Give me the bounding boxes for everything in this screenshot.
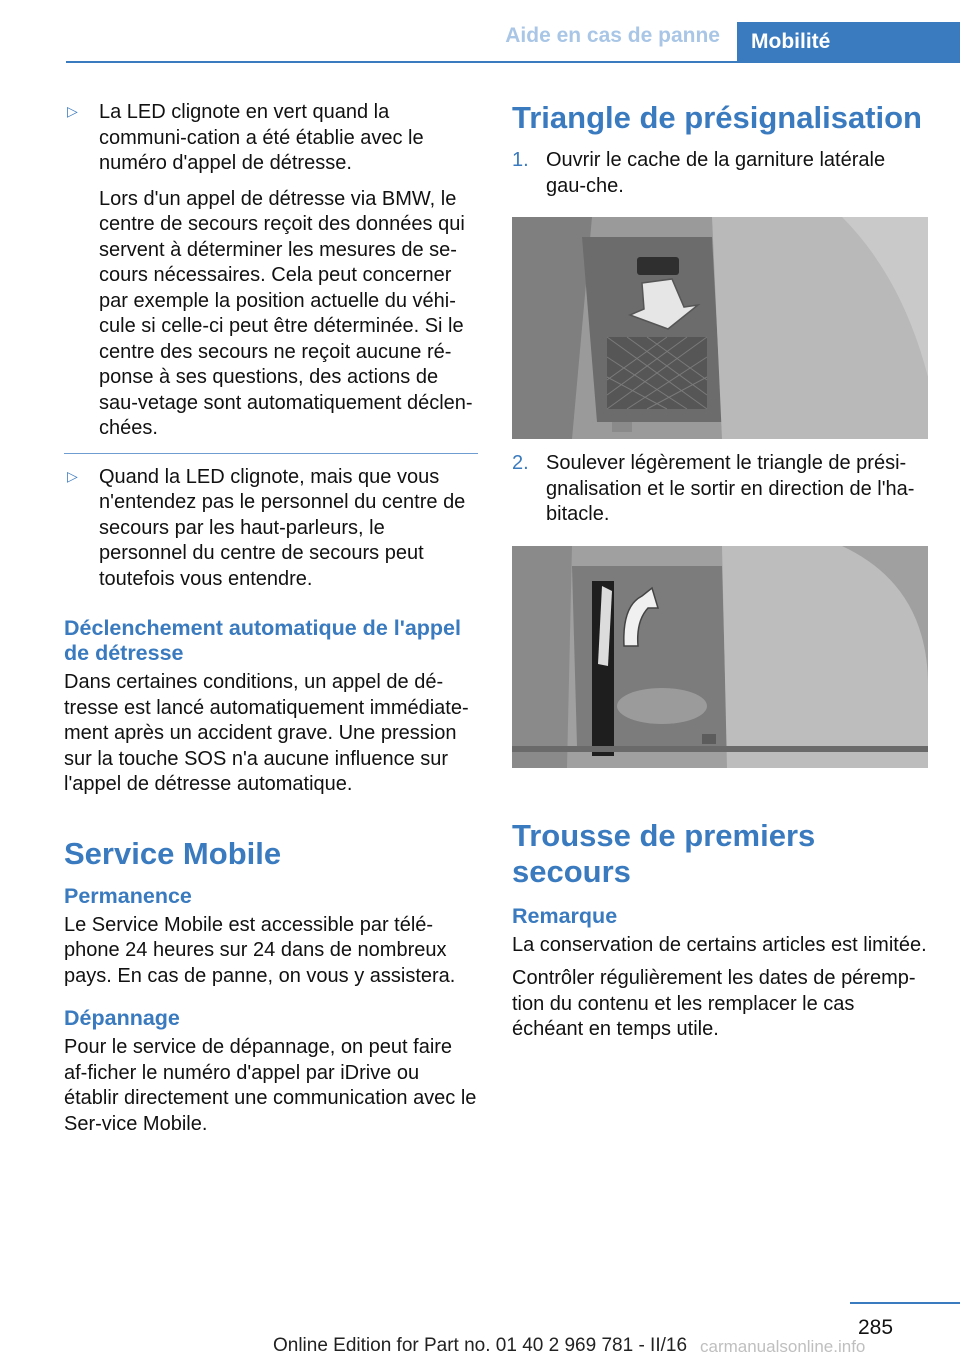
permanence-heading: Permanence bbox=[64, 883, 192, 908]
step-number: 1. bbox=[512, 149, 529, 171]
footer-rule bbox=[850, 1302, 960, 1304]
page-number: 285 bbox=[858, 1316, 894, 1339]
right-column bbox=[512, 100, 928, 1043]
first-aid-title: Trousse de premiers secours bbox=[512, 817, 816, 889]
bullet-text: Quand la LED clignote, mais que vous n'entendez pas le personnel du centre de secours par les haut-parleurs, le personnel du centre de secours peut toutefois vous entendre. bbox=[99, 465, 466, 590]
permanence-text: Le Service Mobile est accessible par télé-phone 24 heures sur 24 dans de nombreux pays. En cas de panne, on vous y assistera. bbox=[64, 913, 456, 987]
step-item bbox=[512, 148, 928, 199]
list-item bbox=[64, 465, 478, 593]
header-rule bbox=[66, 61, 960, 63]
edition-footer: Online Edition for Part no. 01 40 2 969 781 - II/16 bbox=[272, 1335, 688, 1356]
header-section-title: Aide en cas de panne bbox=[505, 24, 720, 47]
divider bbox=[64, 453, 478, 454]
remark-text: La conservation de certains articles est limitée. bbox=[512, 933, 927, 956]
trunk-panel-photo bbox=[512, 217, 928, 439]
triangle-bullet-icon: ▷ bbox=[67, 467, 78, 484]
warning-triangle-photo bbox=[512, 546, 928, 768]
remark-text: Contrôler régulièrement les dates de péremp-tion du contenu et les remplacer le cas échéant en temps utile. bbox=[512, 967, 916, 1040]
left-column bbox=[64, 100, 478, 1137]
auto-call-text: Dans certaines conditions, un appel de dé-tresse est lancé automatiquement immédiate-ment après un accident grave. Une pression sur la touche SOS n'a aucune influence sur l'appel de détresse automatique. bbox=[64, 671, 469, 795]
step-text: Ouvrir le cache de la garniture latérale gau-che. bbox=[546, 149, 886, 197]
step-item bbox=[512, 451, 928, 528]
step-number: 2. bbox=[512, 452, 529, 474]
remark-heading: Remarque bbox=[512, 903, 618, 928]
auto-call-heading: Déclenchement automatique de l'appel de détresse bbox=[64, 616, 461, 665]
list-item bbox=[64, 100, 478, 442]
step-text: Soulever légèrement le triangle de prési-gnalisation et le sortir en direction de l'ha-bitacle. bbox=[546, 452, 915, 525]
watermark: carmanualsonline.info bbox=[700, 1337, 866, 1356]
bullet-text: La LED clignote en vert quand la communi-cation a été établie avec le numéro d'appel de détresse. bbox=[99, 101, 424, 174]
service-mobile-title: Service Mobile bbox=[64, 835, 282, 871]
page-header bbox=[0, 0, 960, 62]
triangle-title: Triangle de présignalisation bbox=[512, 100, 922, 135]
triangle-bullet-icon: ▷ bbox=[67, 103, 78, 119]
depannage-heading: Dépannage bbox=[64, 1006, 180, 1030]
bullet-subtext: Lors d'un appel de détresse via BMW, le centre de secours reçoit des données qui servent à déterminer les mesures de se-cours nécessaires. Cela peut concerner par exemple la position actuelle du véhi-cule si celle-ci peut être déterminée. Si le centre des secours ne reçoit aucune ré-ponse à ses questions, des actions de sau-vetage sont automatiquement déclen-chées. bbox=[99, 187, 473, 439]
depannage-text: Pour le service de dépannage, on peut faire af-ficher le numéro d'appel par iDrive ou établir directement une communication avec le Ser-vice Mobile. bbox=[64, 1036, 477, 1135]
header-chapter-tab: Mobilité bbox=[737, 22, 960, 62]
